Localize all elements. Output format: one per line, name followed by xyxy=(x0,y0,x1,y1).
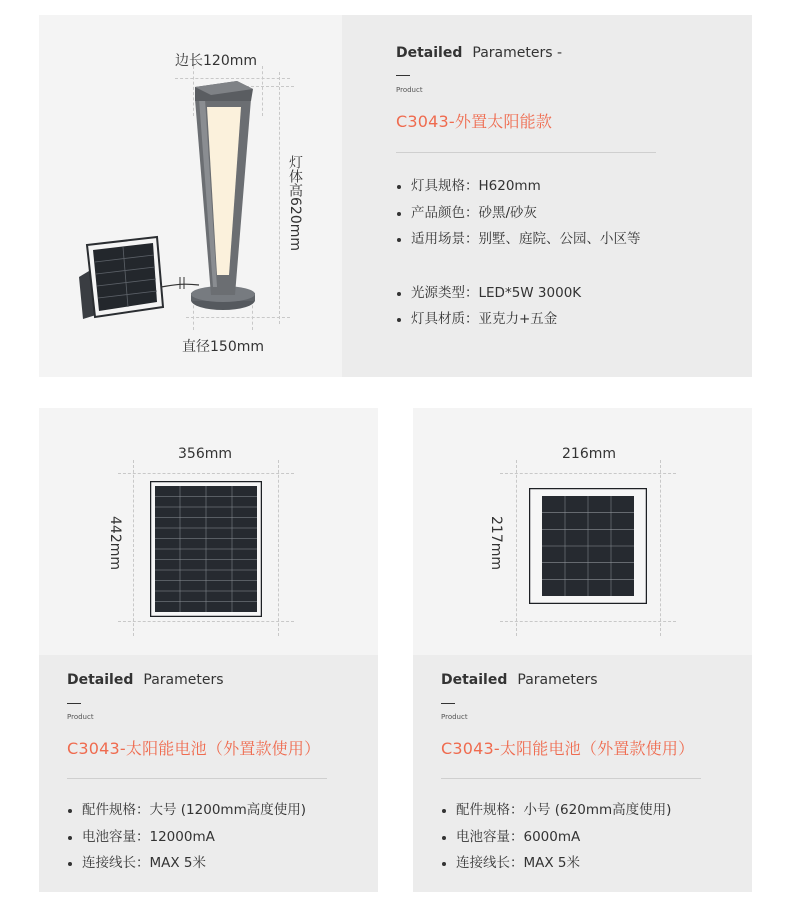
dim-guide xyxy=(660,460,661,636)
spec-list xyxy=(441,797,671,877)
small-params-heading xyxy=(441,672,598,688)
dim-guide xyxy=(118,621,294,622)
large-width-label: 356mm xyxy=(178,446,232,462)
large-solar-panel xyxy=(150,481,262,617)
spec-item: 适用场景：别墅、庭院、公园、小区等 xyxy=(396,226,641,253)
small-height-label: 217mm xyxy=(488,516,504,570)
divider xyxy=(396,152,656,153)
large-height-label: 442mm xyxy=(107,516,123,570)
dim-guide xyxy=(278,460,279,636)
lamp-illustration xyxy=(39,15,342,377)
top-params-heading xyxy=(396,45,562,61)
spec-item: 配件规格：大号 (1200mm高度使用) xyxy=(67,797,306,824)
dim-guide xyxy=(500,473,676,474)
spec-item: 连接线长：MAX 5米 xyxy=(441,850,671,877)
small-width-label: 216mm xyxy=(562,446,616,462)
heading-dash xyxy=(67,703,81,704)
heading-rest: Parameters - xyxy=(472,45,563,61)
spec-item: 光源类型：LED*5W 3000K xyxy=(396,280,641,307)
heading-dash xyxy=(441,703,455,704)
heading-bold: Detailed xyxy=(441,672,508,688)
heading-dash xyxy=(396,75,410,76)
spec-item: 灯具材质：亚克力+五金 xyxy=(396,306,641,333)
body-height-label: 灯体高620mm xyxy=(287,155,303,251)
dim-guide xyxy=(516,460,517,636)
solar-panel-cells xyxy=(93,243,157,311)
divider xyxy=(67,778,327,779)
model-title: C3043-太阳能电池（外置款使用） xyxy=(441,739,695,758)
spec-item: 电池容量：12000mA xyxy=(67,824,306,851)
spec-item: 连接线长：MAX 5米 xyxy=(67,850,306,877)
spec-item: 灯具规格：H620mm xyxy=(396,173,641,200)
heading-rest: Parameters xyxy=(143,672,224,688)
model-title: C3043-外置太阳能款 xyxy=(396,112,553,131)
heading-bold: Detailed xyxy=(67,672,134,688)
spec-item: 产品颜色：砂黑/砂灰 xyxy=(396,200,641,227)
spec-item: 配件规格：小号 (620mm高度使用) xyxy=(441,797,671,824)
dim-guide xyxy=(118,473,294,474)
spec-item: 电池容量：6000mA xyxy=(441,824,671,851)
spec-list xyxy=(67,797,306,877)
side-length-label: 边长120mm xyxy=(175,53,257,69)
divider xyxy=(441,778,701,779)
heading-bold: Detailed xyxy=(396,45,463,61)
dim-guide xyxy=(133,460,134,636)
product-tag: Product xyxy=(441,713,468,721)
large-params-heading xyxy=(67,672,224,688)
model-title: C3043-太阳能电池（外置款使用） xyxy=(67,739,321,758)
product-tag: Product xyxy=(396,86,423,94)
spec-list xyxy=(396,173,641,333)
product-tag: Product xyxy=(67,713,94,721)
small-solar-panel xyxy=(529,488,647,604)
heading-rest: Parameters xyxy=(517,672,598,688)
dim-guide xyxy=(500,621,676,622)
diameter-label: 直径150mm xyxy=(182,339,264,355)
